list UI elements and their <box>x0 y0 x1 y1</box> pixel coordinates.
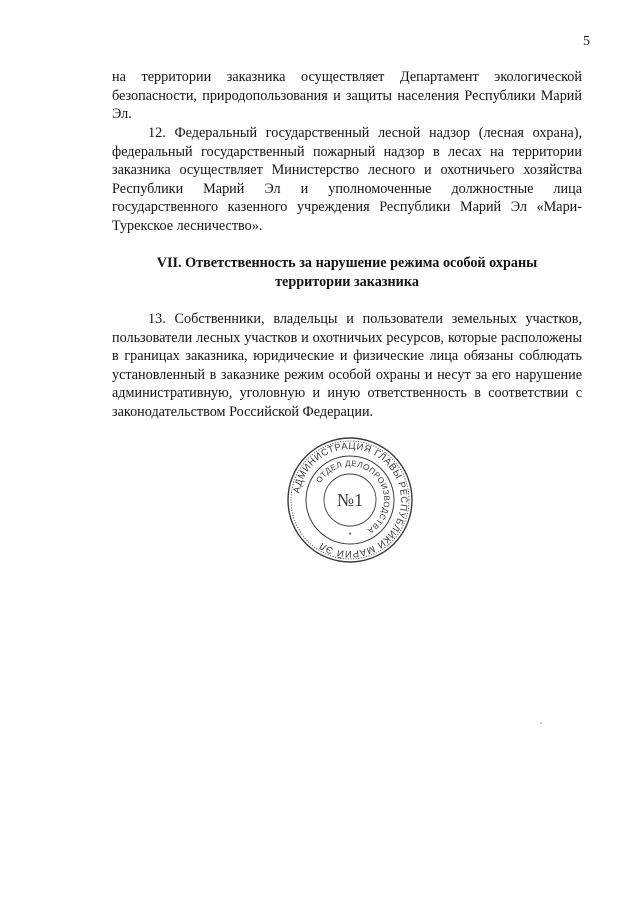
paragraph-continuation: на территории заказника осуществляет Департамент экологической безопасности, природопользования и защиты населения Республики Марий Эл. <box>112 69 582 122</box>
seal-image <box>285 435 415 565</box>
official-seal <box>285 435 415 565</box>
seal-star-icon: * <box>348 531 352 540</box>
seal-inner-text: ОТДЕЛ ДЕЛОПРОИЗВОДСТВА <box>314 458 392 536</box>
paragraph-12: 12. Федеральный государственный лесной надзор (лесная охрана), федеральный государственный пожарный надзор в лесах на территории заказника осуществляет Министерство лесного и охотничьего хозяйства Республики Марий Эл и уполномоченные должностные лица государственного казенного учреждения Республики Марий Эл «Мари-Турекское лесничество». <box>112 125 582 234</box>
seal-outer-text: АДМИНИСТРАЦИЯ ГЛАВЫ РЕСПУБЛИКИ МАРИЙ ЭЛ <box>291 440 410 560</box>
page-number: 5 <box>583 34 590 49</box>
section-heading-line-1: VII. Ответственность за нарушение режима особой охраны <box>156 255 538 271</box>
section-heading <box>112 254 582 291</box>
seal-number: №1 <box>336 490 364 510</box>
paragraph-13: 13. Собственники, владельцы и пользователи земельных участков, пользователи лесных участков и охотничьих ресурсов, которые расположены в границах заказника, юридические и физические лица обязаны соблюдать установленный в заказнике режим особой охраны и несут за его нарушение административную, уголовную и иную ответственность в соответствии с законодательством Российской Федерации. <box>112 311 582 420</box>
scan-speck <box>540 722 542 724</box>
section-heading-line-2: территории заказника <box>275 273 419 290</box>
